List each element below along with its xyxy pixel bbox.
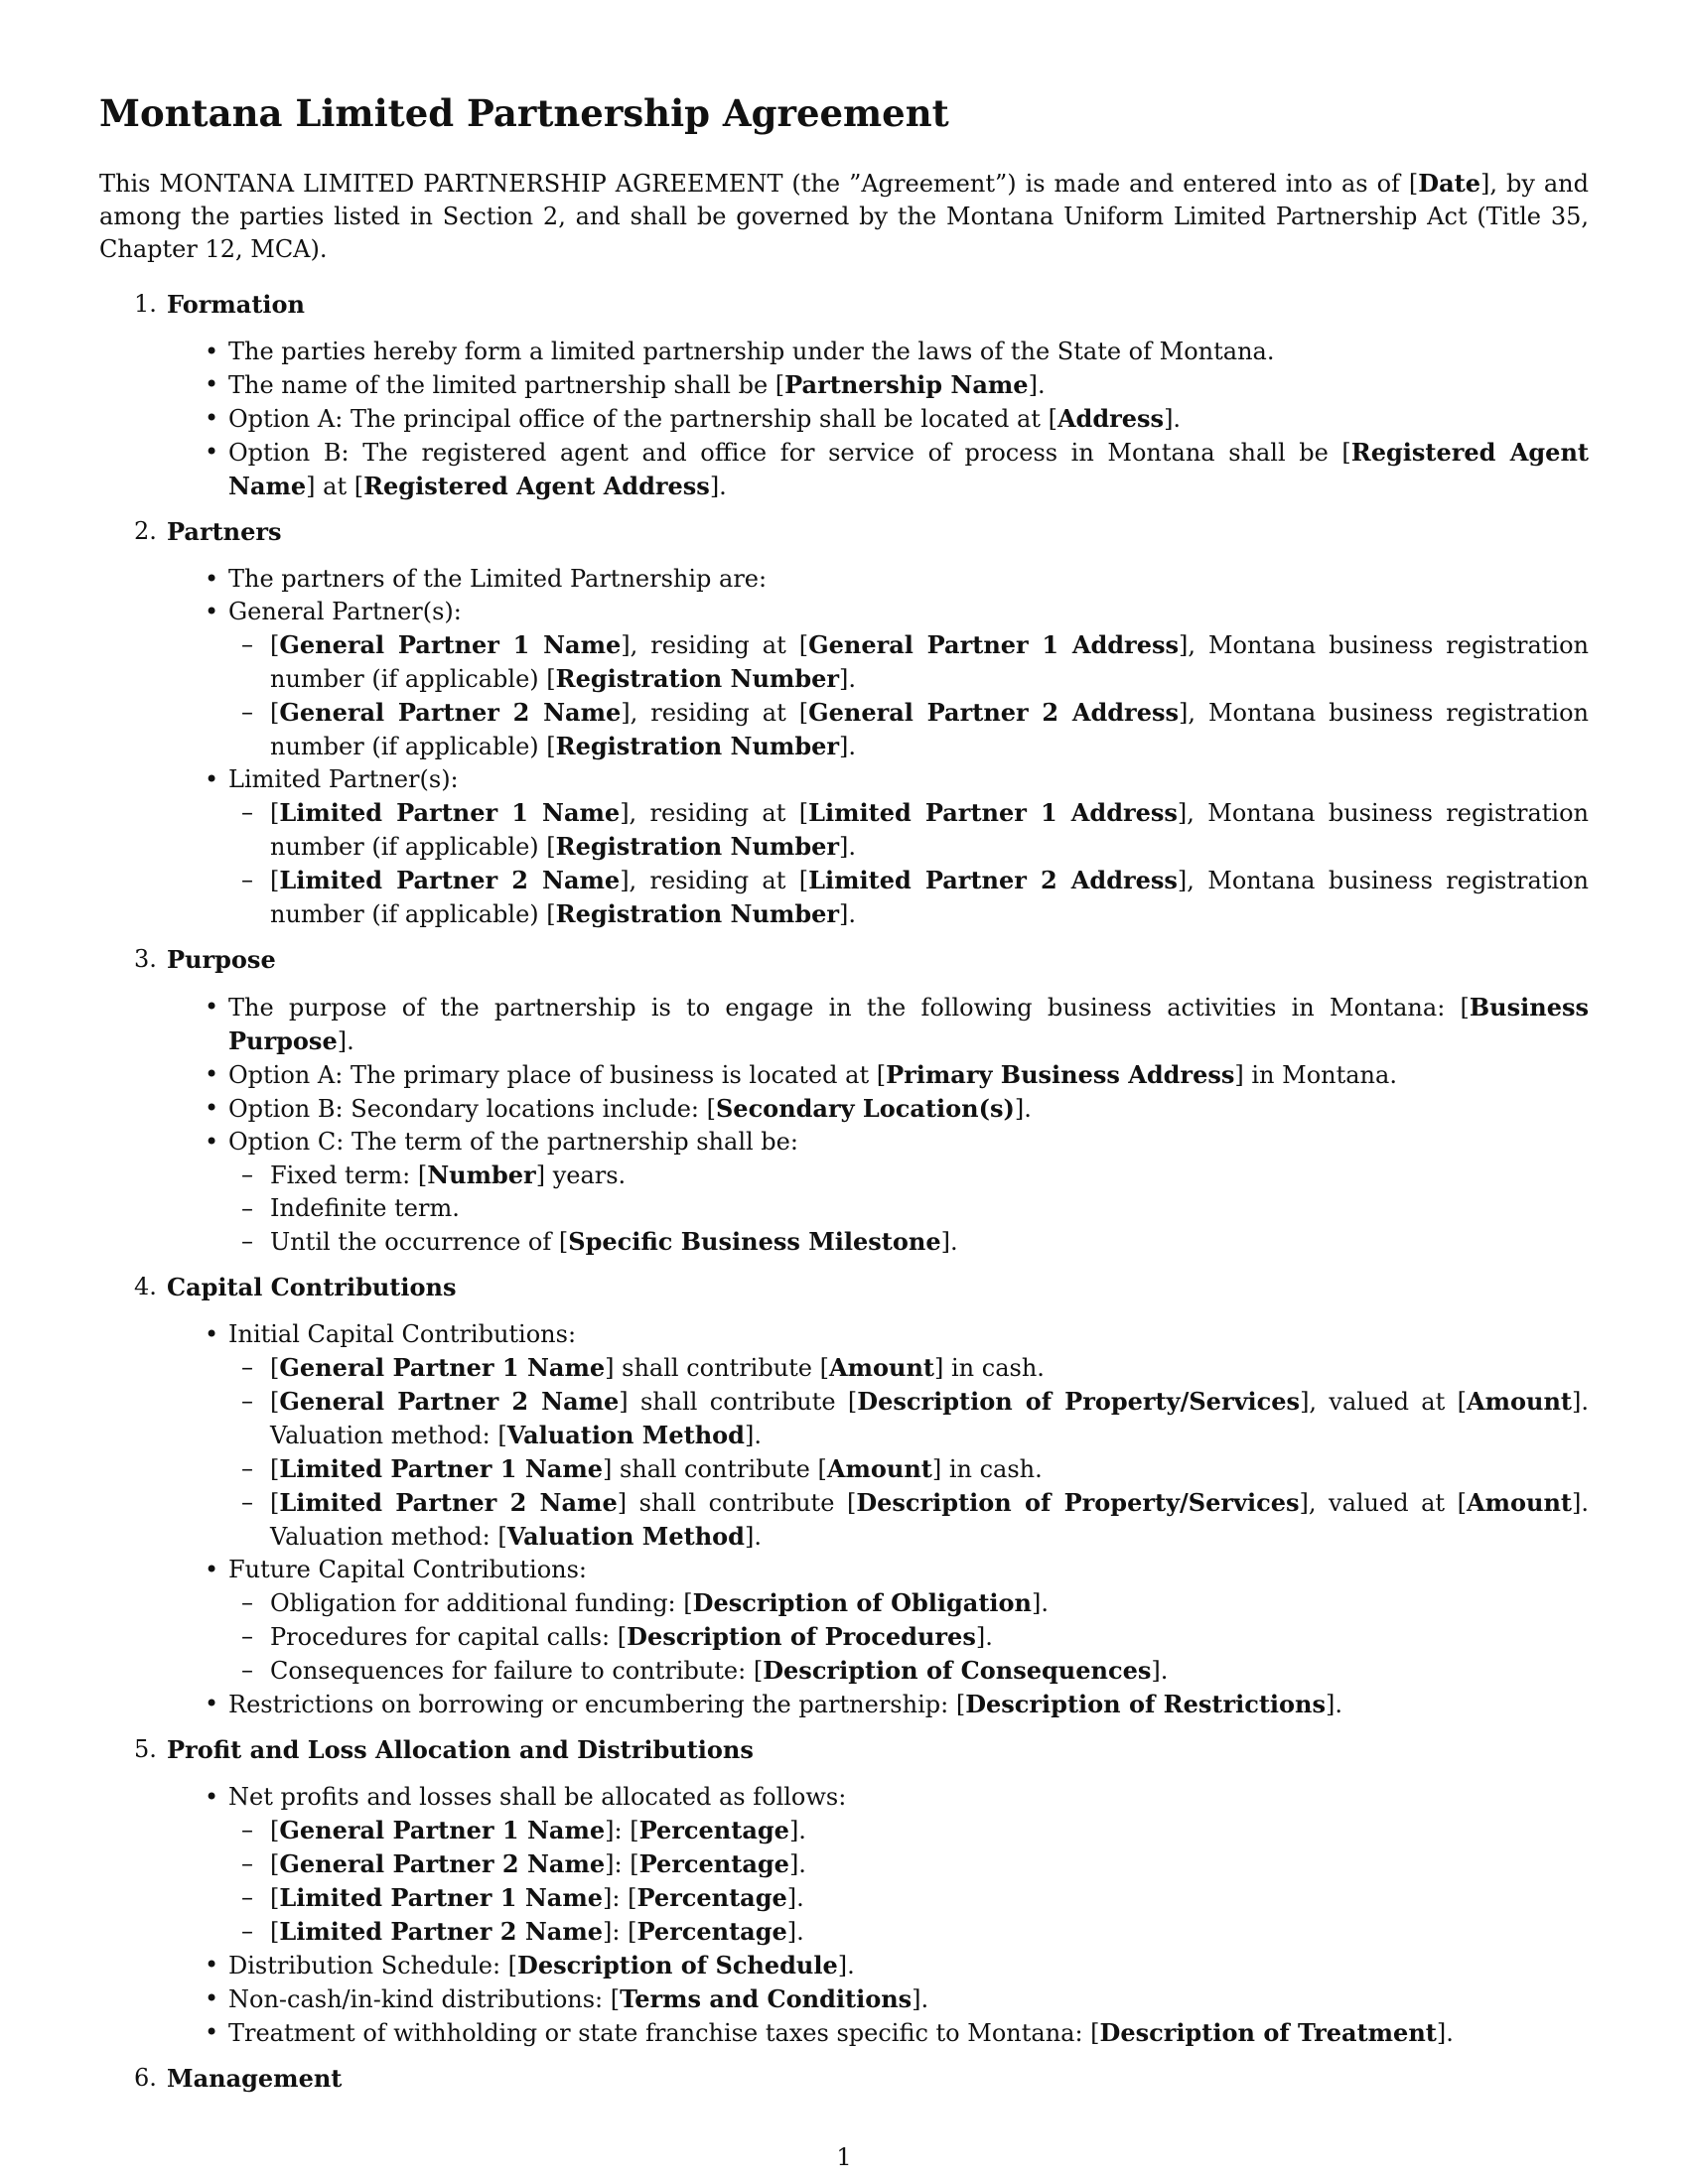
bullet-list <box>167 991 1589 1259</box>
text-run: ]. <box>839 900 857 928</box>
text-run: Indefinite term. <box>270 1194 460 1222</box>
sub-item <box>218 796 1589 864</box>
text-run: ], residing at [ <box>620 799 809 827</box>
bullet-item <box>167 563 1589 596</box>
sub-item <box>218 1351 1589 1385</box>
text-run: ]. <box>1326 1691 1342 1718</box>
text-run: [ <box>270 1455 280 1483</box>
bullet-item <box>167 1126 1589 1259</box>
text-run: ]. <box>839 833 857 861</box>
placeholder-field: Limited Partner 2 Address <box>808 866 1178 894</box>
text-run: [ <box>270 1388 280 1416</box>
text-run: General Partner(s): <box>228 598 462 625</box>
bullet-item <box>167 402 1589 436</box>
placeholder-field: General Partner 2 Name <box>279 698 622 727</box>
text-run: ] shall contribute [ <box>602 1455 827 1483</box>
placeholder-field: Date <box>1418 169 1480 198</box>
bullet-item <box>167 368 1589 402</box>
placeholder-field: General Partner 2 Name <box>279 1849 606 1878</box>
bullet-item <box>167 1781 1589 1949</box>
document-title: Montana Limited Partnership Agreement <box>99 91 949 135</box>
section-6 <box>99 2062 1589 2095</box>
section-4 <box>99 1271 1589 1721</box>
placeholder-field: Percentage <box>636 1917 787 1946</box>
text-run: This MONTANA LIMITED PARTNERSHIP AGREEMENT (the ”Agreement”) is made and entered into as of [ <box>99 170 1419 198</box>
text-run: ]. <box>975 1623 993 1651</box>
placeholder-field: Limited Partner 1 Address <box>808 798 1178 827</box>
sub-list <box>228 1814 1589 1949</box>
placeholder-field: Percentage <box>636 1883 787 1912</box>
sub-list <box>228 628 1589 763</box>
document-page <box>99 87 1589 2110</box>
placeholder-field: Specific Business Milestone <box>568 1227 941 1256</box>
section-3 <box>99 943 1589 1259</box>
text-run: [ <box>270 1817 280 1844</box>
placeholder-field: Number <box>427 1160 536 1189</box>
placeholder-field: General Partner 2 Address <box>808 698 1179 727</box>
text-run: ], residing at [ <box>620 867 809 894</box>
text-run: ]: [ <box>605 1817 639 1844</box>
sub-item <box>218 1452 1589 1486</box>
placeholder-field: Amount <box>829 1353 935 1382</box>
placeholder-field: Description of Restrictions <box>965 1690 1326 1718</box>
section-title: Capital Contributions <box>167 1273 457 1301</box>
sub-item <box>218 1847 1589 1881</box>
text-run: [ <box>270 1354 280 1382</box>
sub-item <box>218 696 1589 763</box>
placeholder-field: Limited Partner 1 Name <box>279 1454 603 1483</box>
bullet-list <box>167 1781 1589 2050</box>
sub-list <box>228 1159 1589 1259</box>
text-run: ]. <box>788 1850 806 1878</box>
text-run: ], residing at [ <box>621 699 809 727</box>
placeholder-field: Description of Treatment <box>1099 2018 1437 2047</box>
text-run: ] years. <box>535 1161 627 1189</box>
text-run: Limited Partner(s): <box>228 765 459 793</box>
text-run: ]. <box>337 1027 354 1055</box>
text-run: ] shall contribute [ <box>617 1489 857 1517</box>
text-run: [ <box>270 1850 280 1878</box>
text-run: ]. <box>1436 2019 1454 2047</box>
placeholder-field: Limited Partner 2 Name <box>279 866 621 894</box>
text-run: ] shall contribute [ <box>605 1354 829 1382</box>
section-number: 3. <box>134 945 157 973</box>
text-run: ], Montana business registration number (if applicable) [ <box>270 699 1589 760</box>
sub-item <box>218 628 1589 696</box>
placeholder-field: Registered Agent Address <box>363 472 710 500</box>
page-number: 1 <box>836 2143 852 2171</box>
placeholder-field: General Partner 2 Name <box>279 1387 620 1416</box>
text-run: ]. <box>940 1228 958 1256</box>
text-run: ]. <box>786 1884 804 1912</box>
bullet-item <box>167 1318 1589 1554</box>
text-run: ]. <box>1028 371 1046 399</box>
placeholder-field: Partnership Name <box>784 370 1029 399</box>
text-run: ] at [ <box>306 473 364 500</box>
section-number: 2. <box>134 517 157 545</box>
text-run: [ <box>270 1489 280 1517</box>
text-run: The parties hereby form a limited partnership under the laws of the State of Montana. <box>228 338 1275 365</box>
text-run: ]. <box>1151 1657 1169 1685</box>
placeholder-field: Address <box>1056 404 1165 433</box>
text-run: ]. <box>1164 405 1182 433</box>
section-list <box>99 288 1589 2095</box>
section-title: Purpose <box>167 945 276 974</box>
sub-item <box>218 1486 1589 1554</box>
sub-item <box>218 1586 1589 1620</box>
text-run: ]: [ <box>602 1918 637 1946</box>
sub-item <box>218 1225 1589 1259</box>
placeholder-field: Valuation Method <box>506 1421 745 1449</box>
text-run: ] in cash. <box>934 1354 1045 1382</box>
text-run: ], Montana business registration number (if applicable) [ <box>270 799 1589 861</box>
text-run: ]. <box>839 665 857 693</box>
placeholder-field: Description of Property/Services <box>856 1488 1300 1517</box>
placeholder-field: Registration Number <box>555 732 840 760</box>
bullet-item <box>167 763 1589 931</box>
placeholder-field: Description of Obligation <box>692 1588 1033 1617</box>
bullet-item <box>167 991 1589 1058</box>
placeholder-field: General Partner 1 Name <box>279 630 622 659</box>
placeholder-field: Business Purpose <box>228 993 1589 1055</box>
text-run: ]. <box>837 1952 855 1979</box>
text-run: ]. <box>1032 1589 1050 1617</box>
text-run: Non-cash/in-kind distributions: [ <box>228 1985 621 2013</box>
sub-item <box>218 1814 1589 1847</box>
text-run: Consequences for failure to contribute: [ <box>270 1657 764 1685</box>
placeholder-field: Registration Number <box>555 664 840 693</box>
text-run: ]. <box>912 1985 929 2013</box>
placeholder-field: Amount <box>1466 1488 1572 1517</box>
section-title: Management <box>167 2064 343 2093</box>
placeholder-field: Limited Partner 2 Name <box>279 1488 618 1517</box>
placeholder-field: Amount <box>826 1454 932 1483</box>
bullet-item <box>167 1688 1589 1721</box>
text-run: ], by and among the parties listed in Section 2, and shall be governed by the Montana Uniform Limited Partnership Act (Title 35, Chapter 12, MCA). <box>99 170 1589 263</box>
text-run: ]: [ <box>602 1884 637 1912</box>
text-run: [ <box>270 1918 280 1946</box>
sub-item <box>218 1620 1589 1654</box>
section-1 <box>99 288 1589 503</box>
text-run: [ <box>270 867 280 894</box>
text-run: Future Capital Contributions: <box>228 1556 587 1583</box>
bullet-item <box>167 2016 1589 2050</box>
text-run: ], valued at [ <box>1299 1489 1467 1517</box>
bullet-list <box>167 1318 1589 1721</box>
placeholder-field: General Partner 1 Name <box>279 1816 606 1844</box>
section-title: Profit and Loss Allocation and Distributions <box>167 1735 754 1764</box>
placeholder-field: Description of Schedule <box>517 1951 838 1979</box>
text-run: ] in cash. <box>931 1455 1043 1483</box>
text-run: The purpose of the partnership is to engage in the following business activities in Montana: [ <box>228 994 1470 1022</box>
placeholder-field: Registration Number <box>555 832 840 861</box>
bullet-item <box>167 1058 1589 1092</box>
section-number: 6. <box>134 2064 157 2092</box>
text-run: ], Montana business registration number (if applicable) [ <box>270 631 1589 693</box>
placeholder-field: Secondary Location(s) <box>715 1094 1015 1123</box>
text-run: [ <box>270 631 280 659</box>
text-run: The partners of the Limited Partnership are: <box>228 565 768 593</box>
placeholder-field: Registered Agent Name <box>228 438 1589 500</box>
section-number: 5. <box>134 1735 157 1763</box>
text-run: Obligation for additional funding: [ <box>270 1589 693 1617</box>
text-run: The name of the limited partnership shall be [ <box>228 371 785 399</box>
placeholder-field: Limited Partner 2 Name <box>279 1917 603 1946</box>
text-run: Option A: The primary place of business is located at [ <box>228 1061 887 1089</box>
text-run: ], residing at [ <box>621 631 809 659</box>
sub-item <box>218 1881 1589 1915</box>
sub-item <box>218 1385 1589 1452</box>
text-run: Treatment of withholding or state franchise taxes specific to Montana: [ <box>228 2019 1100 2047</box>
text-run: ], Montana business registration number (if applicable) [ <box>270 867 1589 928</box>
text-run: ] shall contribute [ <box>619 1388 858 1416</box>
placeholder-field: Primary Business Address <box>886 1060 1235 1089</box>
section-title: Formation <box>167 290 305 319</box>
text-run: Option B: The registered agent and office for service of process in Montana shall be [ <box>228 439 1351 467</box>
text-run: Option A: The principal office of the partnership shall be located at [ <box>228 405 1057 433</box>
sub-list <box>228 1351 1589 1554</box>
bullet-list <box>167 563 1589 931</box>
text-run: ] in Montana. <box>1234 1061 1397 1089</box>
text-run: Net profits and losses shall be allocated as follows: <box>228 1783 847 1811</box>
text-run: Until the occurrence of [ <box>270 1228 569 1256</box>
text-run: [ <box>270 699 280 727</box>
placeholder-field: Amount <box>1466 1387 1572 1416</box>
sub-item <box>218 864 1589 931</box>
placeholder-field: Terms and Conditions <box>620 1984 913 2013</box>
text-run: ]. <box>709 473 727 500</box>
sub-item <box>218 1192 1589 1225</box>
bullet-item <box>167 1949 1589 1982</box>
sub-item <box>218 1159 1589 1192</box>
bullet-item <box>167 1092 1589 1126</box>
text-run: Procedures for capital calls: [ <box>270 1623 628 1651</box>
text-run: ]. <box>788 1817 806 1844</box>
text-run: ]. <box>744 1523 762 1551</box>
bullet-item <box>167 336 1589 368</box>
sub-list <box>228 1586 1589 1688</box>
placeholder-field: General Partner 1 Address <box>808 630 1179 659</box>
text-run: Option C: The term of the partnership shall be: <box>228 1128 798 1156</box>
sub-item <box>218 1915 1589 1949</box>
bullet-item <box>167 1554 1589 1688</box>
placeholder-field: Description of Property/Services <box>857 1387 1301 1416</box>
section-number: 4. <box>134 1273 157 1300</box>
sub-item <box>218 1654 1589 1688</box>
section-number: 1. <box>134 290 157 318</box>
bullet-item <box>167 596 1589 763</box>
sub-list <box>228 796 1589 931</box>
text-run: ]. Valuation method: [ <box>270 1388 1589 1449</box>
text-run: ]. <box>786 1918 804 1946</box>
placeholder-field: Registration Number <box>555 899 840 928</box>
text-run: Initial Capital Contributions: <box>228 1320 577 1348</box>
text-run: ]. <box>839 733 857 760</box>
placeholder-field: General Partner 1 Name <box>279 1353 606 1382</box>
text-run: [ <box>270 799 280 827</box>
text-run: Option B: Secondary locations include: [ <box>228 1095 716 1123</box>
section-title: Partners <box>167 517 282 546</box>
text-run: ]. <box>1014 1095 1032 1123</box>
placeholder-field: Description of Consequences <box>763 1656 1152 1685</box>
placeholder-field: Description of Procedures <box>627 1622 976 1651</box>
text-run: ], valued at [ <box>1300 1388 1467 1416</box>
placeholder-field: Limited Partner 1 Name <box>279 1883 603 1912</box>
text-run: ]. <box>744 1422 762 1449</box>
section-2 <box>99 515 1589 931</box>
placeholder-field: Valuation Method <box>506 1522 745 1551</box>
section-5 <box>99 1733 1589 2050</box>
intro-paragraph <box>99 167 1589 266</box>
text-run: ]: [ <box>605 1850 639 1878</box>
bullet-list <box>167 336 1589 503</box>
placeholder-field: Limited Partner 1 Name <box>279 798 621 827</box>
text-run: Distribution Schedule: [ <box>228 1952 518 1979</box>
text-run: [ <box>270 1884 280 1912</box>
text-run: ]. Valuation method: [ <box>270 1489 1589 1551</box>
placeholder-field: Percentage <box>638 1816 789 1844</box>
text-run: Restrictions on borrowing or encumbering the partnership: [ <box>228 1691 966 1718</box>
bullet-item <box>167 1982 1589 2016</box>
text-run: Fixed term: [ <box>270 1161 428 1189</box>
bullet-item <box>167 436 1589 503</box>
placeholder-field: Percentage <box>638 1849 789 1878</box>
